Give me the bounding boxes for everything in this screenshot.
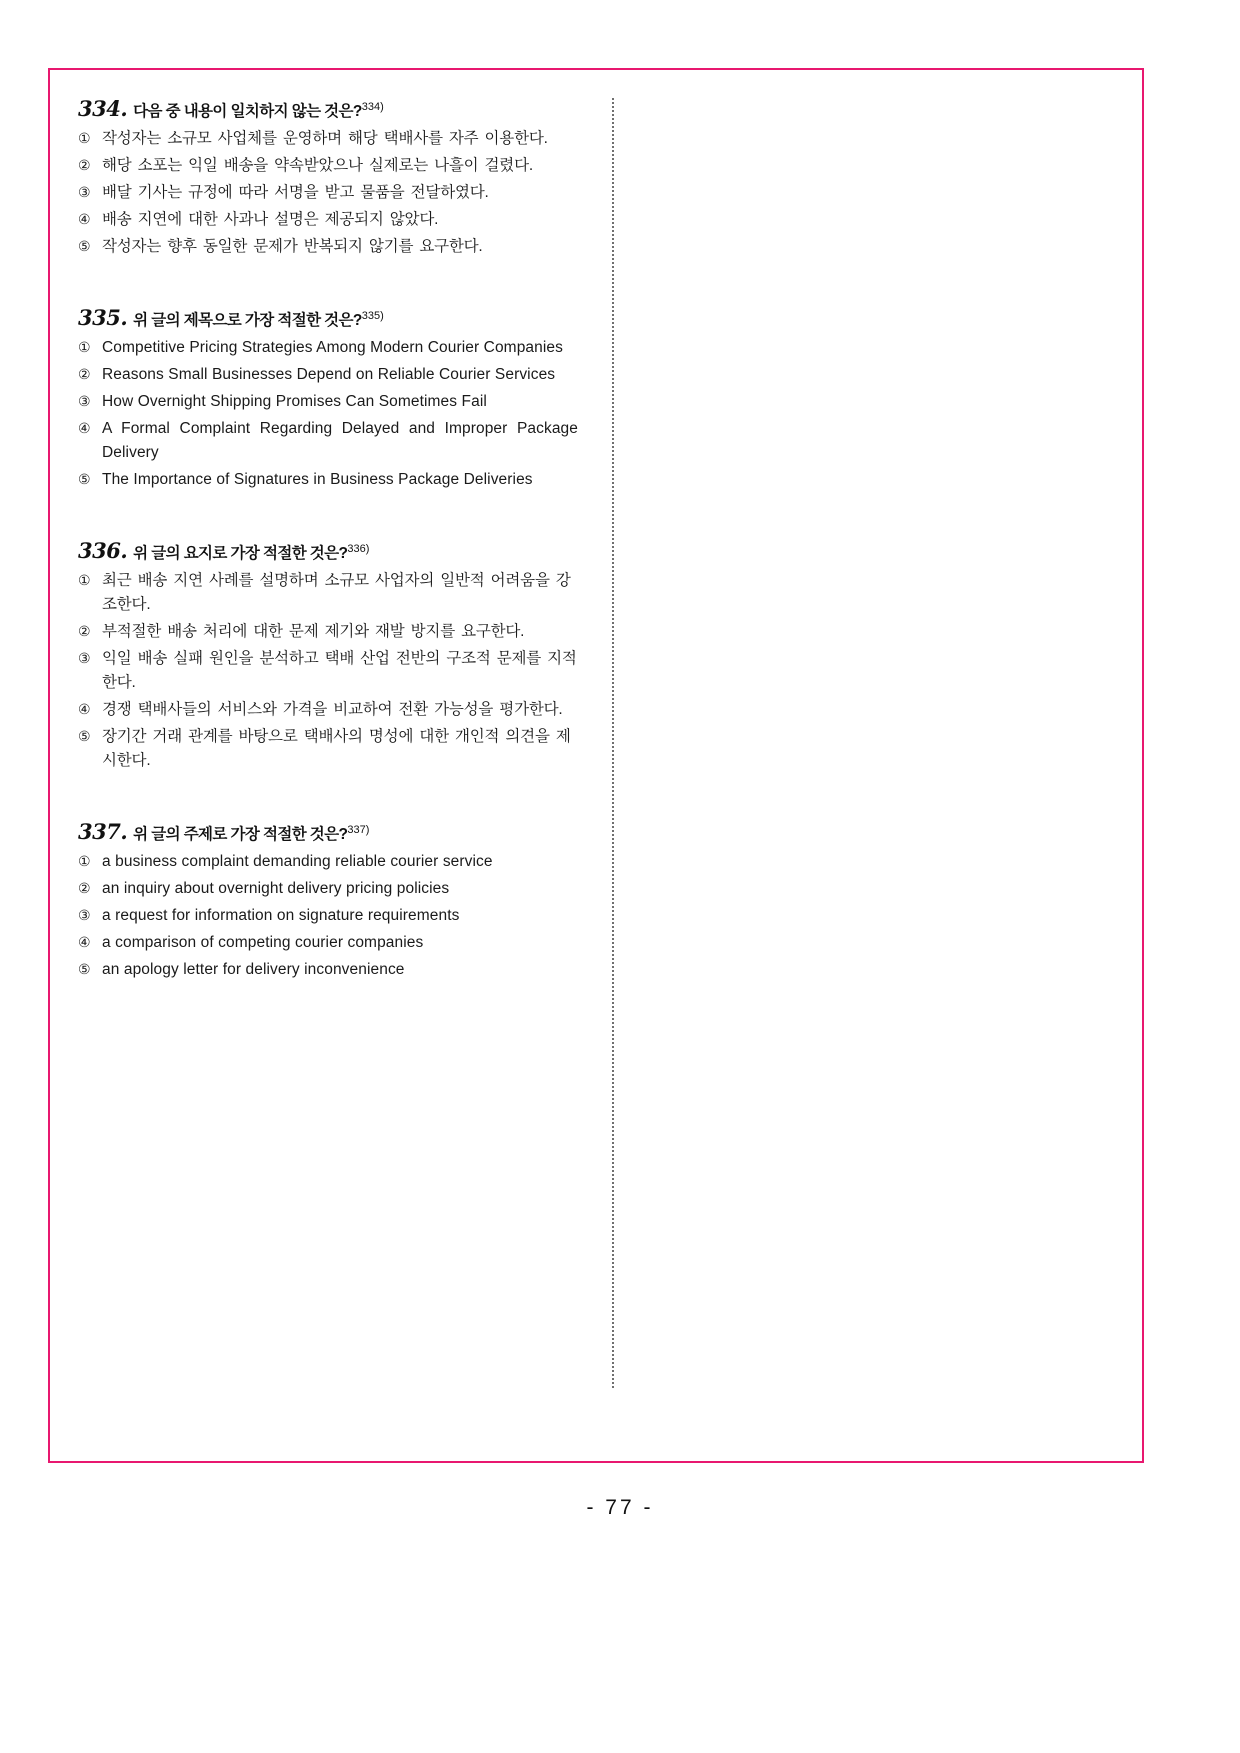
choice-list (78, 850, 578, 982)
choice-list (78, 569, 578, 773)
question-number: 337. (78, 819, 128, 845)
choice-text: The Importance of Signatures in Business Package Deliveries (102, 471, 533, 489)
choice-text: 최근 배송 지연 사례를 설명하며 소규모 사업자의 일반적 어려움을 강조한다. (102, 572, 571, 614)
list-item[interactable] (78, 336, 578, 360)
choice-text: How Overnight Shipping Promises Can Sometimes Fail (102, 393, 487, 411)
choice-text: 장기간 거래 관계를 바탕으로 택배사의 명성에 대한 개인적 의견을 제시한다. (102, 728, 571, 770)
choice-marker: ① (78, 130, 91, 146)
choice-text: a business complaint demanding reliable courier service (102, 853, 493, 871)
choice-text: a request for information on signature requirements (102, 907, 460, 925)
list-item[interactable] (78, 127, 578, 151)
list-item[interactable] (78, 877, 578, 901)
question-block (78, 96, 578, 259)
list-item[interactable] (78, 417, 578, 465)
choice-text: 익일 배송 실패 원인을 분석하고 택배 산업 전반의 구조적 문제를 지적한다. (102, 650, 577, 692)
question-footnote: 337) (347, 824, 370, 837)
choice-text: 작성자는 소규모 사업체를 운영하며 해당 택배사를 자주 이용한다. (102, 130, 548, 147)
question-prompt: 위 글의 요지로 가장 적절한 것은?$^{336)}$ (133, 543, 370, 563)
choice-marker: ② (78, 366, 91, 383)
choice-marker: ⑤ (78, 238, 91, 255)
question-prompt: 다음 중 내용이 일치하지 않는 것은?$^{334)}$ (133, 100, 384, 120)
question-column (78, 96, 578, 1028)
choice-marker: ⑤ (78, 471, 91, 488)
page-number: - 77 - (586, 1496, 654, 1519)
question-header (78, 819, 578, 844)
choice-marker: ③ (78, 650, 91, 667)
choice-marker: ④ (78, 211, 91, 228)
list-item[interactable] (78, 390, 578, 414)
question-header (78, 96, 578, 121)
list-item[interactable] (78, 931, 578, 955)
list-item[interactable] (78, 569, 578, 617)
choice-marker: ⑤ (78, 728, 91, 745)
choice-marker: ④ (78, 701, 91, 718)
choice-text: a comparison of competing courier companies (102, 934, 424, 952)
question-footnote: 336) (347, 543, 370, 556)
list-item[interactable] (78, 468, 578, 492)
choice-marker: ① (78, 572, 91, 589)
question-prompt: 위 글의 주제로 가장 적절한 것은?$^{337)}$ (133, 824, 370, 844)
choice-text: 경쟁 택배사들의 서비스와 가격을 비교하여 전환 가능성을 평가한다. (102, 701, 563, 719)
page-border (48, 68, 1144, 1463)
choice-text: an apology letter for delivery inconvenience (102, 961, 405, 979)
choice-marker: ③ (78, 184, 91, 201)
choice-list (78, 336, 578, 492)
list-item[interactable] (78, 620, 578, 644)
choice-text: 작성자는 향후 동일한 문제가 반복되지 않기를 요구한다. (102, 238, 483, 256)
question-number: 336. (78, 538, 128, 564)
list-item[interactable] (78, 208, 578, 232)
choice-marker: ④ (78, 420, 91, 437)
question-footnote: 335) (361, 309, 384, 322)
choice-text: Reasons Small Businesses Depend on Reliable Courier Services (102, 366, 556, 384)
choice-marker: ② (78, 157, 91, 174)
column-divider (612, 98, 614, 1388)
choice-marker: ② (78, 623, 91, 640)
list-item[interactable] (78, 958, 578, 982)
choice-text: an inquiry about overnight delivery pricing policies (102, 880, 450, 898)
choice-marker: ⑤ (78, 961, 91, 978)
question-prompt: 위 글의 제목으로 가장 적절한 것은?$^{335)}$ (133, 309, 384, 330)
list-item[interactable] (78, 904, 578, 928)
choice-text: 해당 소포는 익일 배송을 약속받았으나 실제로는 나흘이 걸렸다. (102, 157, 533, 175)
list-item[interactable] (78, 363, 578, 387)
choice-text: 부적절한 배송 처리에 대한 문제 제기와 재발 방지를 요구한다. (102, 623, 525, 641)
question-block (78, 305, 578, 492)
choice-marker: ② (78, 880, 91, 897)
question-footnote: 334) (361, 100, 384, 113)
question-header (78, 538, 578, 563)
choice-text: Competitive Pricing Strategies Among Modern Courier Companies (102, 339, 563, 357)
question-number: 335. (78, 305, 128, 331)
list-item[interactable] (78, 235, 578, 259)
list-item[interactable] (78, 154, 578, 178)
list-item[interactable] (78, 698, 578, 722)
choice-text: A Formal Complaint Regarding Delayed and Improper Package Delivery (102, 420, 578, 462)
choice-text: 배송 지연에 대한 사과나 설명은 제공되지 않았다. (102, 211, 439, 229)
choice-marker: ④ (78, 934, 91, 951)
choice-marker: ① (78, 339, 91, 356)
question-number: 334. (78, 96, 128, 121)
list-item[interactable] (78, 647, 578, 695)
question-header (78, 305, 578, 330)
list-item[interactable] (78, 181, 578, 205)
choice-text: 배달 기사는 규정에 따라 서명을 받고 물품을 전달하였다. (102, 184, 489, 202)
list-item[interactable] (78, 725, 578, 773)
choice-marker: ① (78, 853, 91, 870)
question-block (78, 819, 578, 982)
choice-marker: ③ (78, 907, 91, 924)
choice-list (78, 127, 578, 259)
choice-marker: ③ (78, 393, 91, 410)
list-item[interactable] (78, 850, 578, 874)
question-block (78, 538, 578, 773)
